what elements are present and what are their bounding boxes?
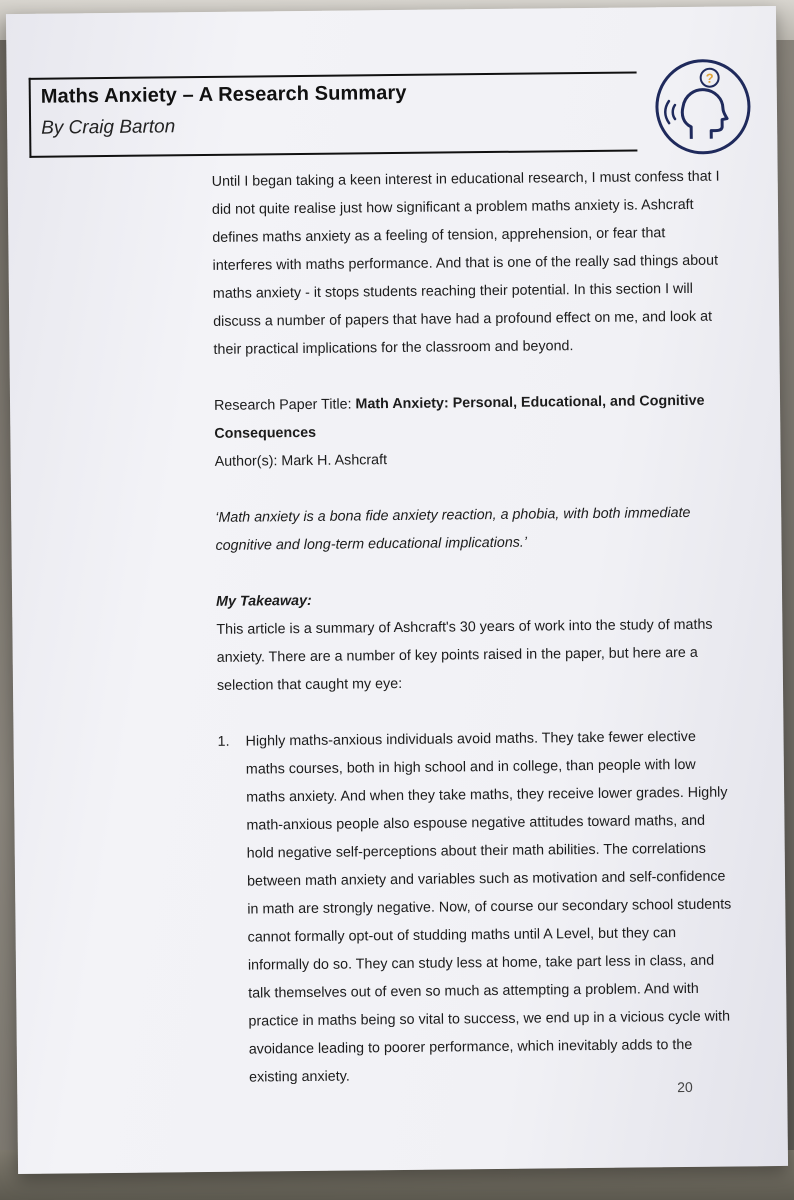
header-rule-bottom [29,149,637,157]
paper-quote: ‘Math anxiety is a bona fide anxiety reaction, a phobia, with both immediate cognitive and long-term educational implications.’ [215,504,691,554]
header-rule-top [29,71,637,79]
page-title: Maths Anxiety – A Research Summary [40,81,407,108]
article-body [212,163,734,1092]
paper-title-line [214,387,727,448]
paper-author: Author(s): Mark H. Ashcraft [214,452,388,470]
list-item-text: Highly maths-anxious individuals avoid maths. They take fewer elective maths courses, both in high school and in college, than people with low maths anxiety. And when they take maths, they receive lower grades. Highly math-anxious people also espouse negative attitudes toward maths, and hold negative self-perceptions about their math abilities. The correlations between math anxiety and variables such as motivation and self-confidence in math are strongly negative. Now, of course our secondary school students cannot formally opt-out of studding maths until A Level, but they can informally do so. They can study less at home, take part less in class, and talk themselves out of even so much as attempting a problem. And with practice in maths being so vital to success, we end up in a vicious cycle with avoidance leading to poorer performance, which inevitably adds to the existing anxiety. [245,728,732,1086]
head-question-icon [652,56,753,157]
author-byline: By Craig Barton [41,116,176,139]
list-item-number: 1. [217,733,230,750]
svg-text:?: ? [705,70,714,86]
paper-title: Math Anxiety: Personal, Educational, and Cognitive Consequences [214,392,705,442]
paper-title-label: Research Paper Title: [213,396,356,414]
takeaway-summary: This article is a summary of Ashcraft's 30 years of work into the study of maths anxiety. There are a number of key points raised in the paper, but here are a selection that caught my eye: [216,616,713,694]
intro-paragraph: Until I began taking a keen interest in educational research, I must confess that I did not quite realise just how significant a problem maths anxiety is. Ashcraft defines maths anxiety as a feeling of tension, apprehension, or fear that interferes with maths performance. And that is one of the really sad things about maths anxiety - it stops students reaching their potential. In this section I will discuss a number of papers that have had a profound effect on me, and look at their practical implications for the classroom and beyond. [211,168,720,358]
document-page [6,6,788,1174]
header-rule-left [29,78,32,158]
page-number: 20 [677,1078,693,1096]
takeaway-heading: My Takeaway: [216,592,312,610]
list-item [217,723,733,1092]
